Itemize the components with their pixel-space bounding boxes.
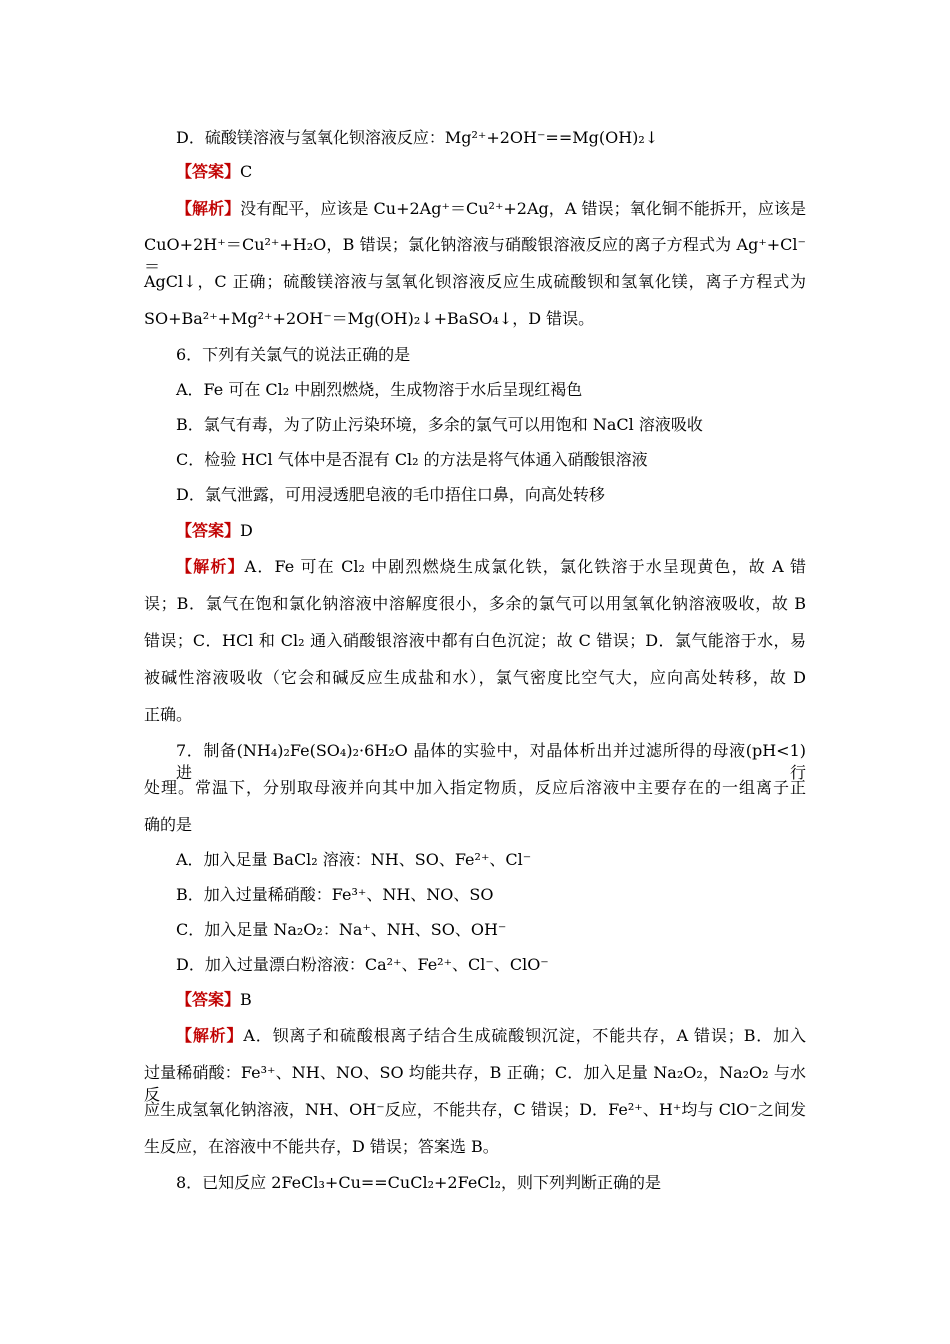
question-7: 7．制备(NH₄)₂Fe(SO₄)₂·6H₂O 晶体的实验中，对晶体析出并过滤所得的母液(pH<1)进行 bbox=[176, 741, 806, 782]
analysis-q6 bbox=[176, 556, 806, 578]
option-d-q6: D．氯气泄露，可用浸透肥皂液的毛巾捂住口鼻，向高处转移 bbox=[176, 485, 605, 504]
analysis-q5-line4: SO+Ba²⁺+Mg²⁺+2OH⁻＝Mg(OH)₂↓+BaSO₄↓，D 错误。 bbox=[144, 309, 595, 328]
option-d-q5: D．硫酸镁溶液与氢氧化钡溶液反应：Mg²⁺+2OH⁻==Mg(OH)₂↓ bbox=[176, 128, 659, 147]
answer-value: B bbox=[240, 990, 252, 1009]
option-a-q6: A．Fe 可在 Cl₂ 中剧烈燃烧，生成物溶于水后呈现红褐色 bbox=[176, 380, 583, 399]
answer-q7 bbox=[176, 989, 252, 1011]
analysis-q7-line4: 生反应，在溶液中不能共存，D 错误；答案选 B。 bbox=[144, 1137, 499, 1156]
question-6: 6．下列有关氯气的说法正确的是 bbox=[176, 345, 411, 364]
analysis-text: A．钡离子和硫酸根离子结合生成硫酸钡沉淀，不能共存，A 错误；B．加入 bbox=[243, 1026, 806, 1045]
answer-tag: 【答案】 bbox=[176, 521, 241, 540]
answer-q5 bbox=[176, 161, 252, 183]
analysis-tag: 【解析】 bbox=[176, 199, 241, 218]
answer-value: D bbox=[240, 521, 253, 540]
analysis-q6-line4: 被碱性溶液吸收（它会和碱反应生成盐和水），氯气密度比空气大，应向高处转移，故 D bbox=[144, 668, 806, 687]
option-b-q6: B．氯气有毒，为了防止污染环境，多余的氯气可以用饱和 NaCl 溶液吸收 bbox=[176, 415, 703, 434]
analysis-tag: 【解析】 bbox=[176, 557, 245, 576]
option-a-q7: A．加入足量 BaCl₂ 溶液：NH、SO、Fe²⁺、Cl⁻ bbox=[176, 850, 532, 869]
answer-q6 bbox=[176, 520, 253, 542]
analysis-q5-line2: CuO+2H⁺＝Cu²⁺+H₂O，B 错误；氯化钠溶液与硝酸银溶液反应的离子方程式为 Ag⁺+Cl⁻＝ bbox=[144, 235, 806, 276]
analysis-q5 bbox=[176, 198, 806, 220]
option-d-q7: D．加入过量漂白粉溶液：Ca²⁺、Fe²⁺、Cl⁻、ClO⁻ bbox=[176, 955, 549, 974]
question-8: 8．已知反应 2FeCl₃+Cu==CuCl₂+2FeCl₂，则下列判断正确的是 bbox=[176, 1173, 662, 1192]
analysis-tag: 【解析】 bbox=[176, 1026, 244, 1045]
analysis-text: A．Fe 可在 Cl₂ 中剧烈燃烧生成氯化铁，氯化铁溶于水呈现黄色，故 A 错 bbox=[244, 557, 806, 576]
analysis-q7 bbox=[176, 1025, 806, 1047]
option-c-q6: C．检验 HCl 气体中是否混有 Cl₂ 的方法是将气体通入硝酸银溶液 bbox=[176, 450, 648, 469]
question-7-line2: 处理。常温下，分别取母液并向其中加入指定物质，反应后溶液中主要存在的一组离子正 bbox=[144, 778, 806, 797]
analysis-q7-line3: 应生成氢氧化钠溶液，NH、OH⁻反应，不能共存，C 错误；D．Fe²⁺、H⁺均与 ClO⁻之间发 bbox=[144, 1100, 806, 1119]
answer-tag: 【答案】 bbox=[176, 162, 241, 181]
analysis-q7-line2: 过量稀硝酸：Fe³⁺、NH、NO、SO 均能共存，B 正确；C．加入足量 Na₂O₂，Na₂O₂ 与水反 bbox=[144, 1063, 806, 1104]
analysis-q5-line3: AgCl↓，C 正确；硫酸镁溶液与氢氧化钡溶液反应生成硫酸钡和氢氧化镁，离子方程式为 bbox=[144, 272, 806, 291]
option-c-q7: C．加入足量 Na₂O₂：Na⁺、NH、SO、OH⁻ bbox=[176, 920, 507, 939]
answer-value: C bbox=[240, 162, 253, 181]
analysis-q6-line3: 错误；C．HCl 和 Cl₂ 通入硝酸银溶液中都有白色沉淀；故 C 错误；D．氯气能溶于水，易 bbox=[144, 631, 806, 650]
analysis-q6-line5: 正确。 bbox=[144, 705, 193, 724]
option-b-q7: B．加入过量稀硝酸：Fe³⁺、NH、NO、SO bbox=[176, 885, 494, 904]
analysis-q6-line2: 误；B．氯气在饱和氯化钠溶液中溶解度很小，多余的氯气可以用氢氧化钠溶液吸收，故 B bbox=[144, 594, 806, 613]
answer-tag: 【答案】 bbox=[176, 990, 241, 1009]
analysis-text: 没有配平，应该是 Cu+2Ag⁺＝Cu²⁺+2Ag，A 错误；氧化铜不能拆开，应该是 bbox=[240, 199, 806, 218]
question-7-line3: 确的是 bbox=[144, 815, 193, 834]
